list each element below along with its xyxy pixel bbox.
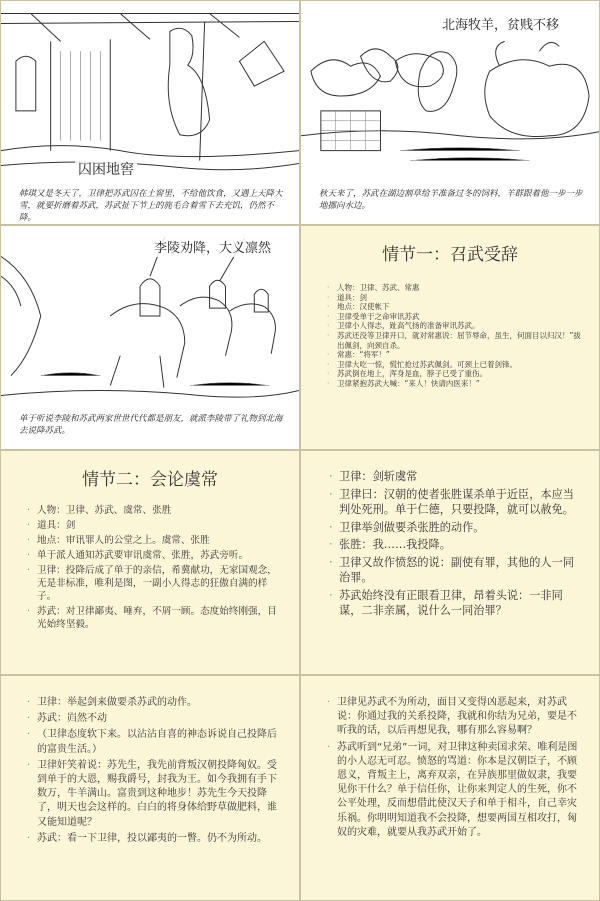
plot-list [325,283,585,389]
list-item: · 卫律受单于之命审讯苏武 [325,312,585,322]
list-item: · 苏武还没等卫律开口，就对常惠说：屈节辱命，虽生，何面目以归汉！”拔出佩剑，向颈自杀。 [325,331,585,350]
list-item: · 卫律曰：汉朝的使者张胜谋杀单于近臣，本应当判处死刑。单于仁德，只要投降，就可以赦免。 [327,487,583,518]
list-item: · 人物：卫律、苏武、虞常、张胜 [25,504,285,517]
list-item: · 卫律大吃一惊，慌忙抢过苏武佩剑。可颈上已着剑锋。 [325,360,585,370]
slide-plot-four [0,675,300,901]
list-item: · （卫律态度软下来。以沾沾自喜的神态诉说自己投降后的富贵生活。） [25,728,285,756]
list-item: · 单于派人通知苏武要审讯虞常、张胜，苏武旁听。 [25,549,285,562]
list-item: · 卫律奸笑着说：苏先生，我先前背叛汉朝投降匈奴。受到单于的大恩，赐我爵号，封我为王。如今我拥有手下数万，牛羊满山。富贵到这种地步！苏先生今天投降了，明天也会这样的。白白的将身体给野草做肥料，谁又能知道呢？ [25,759,285,830]
illustration-panel-cellar [0,0,300,225]
slide-plot-one [300,225,600,450]
list-item: · 卫律：剑斩虞常 [327,469,583,485]
illustration-panel-shepherd [300,0,600,225]
cellar-illustration [1,1,299,186]
plot-list [325,696,585,840]
slide-title: 情节二：会论虞常 [82,470,218,490]
list-item: · 苏武始终没有正眼看卫律，昂着头说：一非同谋，二非亲属，说什么一同治罪？ [327,588,583,619]
list-item: · 地点：汉使帐下 [325,302,585,312]
list-item: · 卫律紧抱苏武大喊：“来人！快请内医来！” [325,379,585,389]
list-item: · 卫律举剑做要杀张胜的动作。 [327,520,583,536]
list-item: · 地点：审讯罪人的公堂之上。虞常、张胜 [25,534,285,547]
list-item: · 卫律见苏武不为所动，面目又变得凶恶起来，对苏武说：你通过我的关系投降，我就和你结为兄弟，要是不听我的话，以后再想见我，哪有那么容易啊？ [325,696,585,739]
list-item: · 道具：剑 [25,519,285,532]
list-item: · 常惠：“将军！” [325,350,585,360]
list-item: · 苏武：岿然不动 [25,712,285,726]
list-item: · 卫律小人得志，趾高气扬的准备审讯苏武。 [325,321,585,331]
scene-label: 北海牧羊，贫贱不移 [439,13,562,34]
plot-list [25,696,285,846]
scene-label: 囚困地窖 [75,158,137,180]
list-item: · 道具：剑 [325,293,585,303]
list-item: · 卫律：举起剑来做要杀苏武的动作。 [25,696,285,710]
list-item: · 张胜：我……我投降。 [327,537,583,553]
caption: 秋天来了，苏武在湖边割草给羊准备过冬的饲料，羊群跟着他一步一步地挪向水边。 [301,184,599,224]
slide-title: 情节一：召武受辞 [382,245,518,265]
plot-list [25,504,285,631]
illustration-panel-li-ling [0,225,300,450]
scene-label: 李陵劝降，大义凛然 [151,236,274,257]
list-item: · 人物：卫律、苏武、常惠 [325,283,585,293]
list-item: · 卫律：投降后成了单于的亲信，希冀献功，无家国观念，无是非标准，唯利是图，一副小人得志的狂傲自满的样子。 [25,564,285,603]
list-item: · 苏武听到“兄弟”一词，对卫律这种卖国求荣、唯利是图的小人忍无可忍。愤怒的骂道：你本是汉朝臣子，不顾恩义，背叛主上，离弃双亲，在异族那里做奴隶，我要见你干什么？单于信任你，让你来判定人的生死，你不公平处理，反而想借此使汉天子和单于相斗，自己幸灾乐祸。你明明知道我不会投降，想要两国互相攻打，匈奴的灾难，就要从我苏武开始了。 [325,741,585,840]
slide-plot-three [300,450,600,675]
list-item: · 苏武：看一下卫律，投以鄙夷的一瞥。仍不为所动。 [25,832,285,846]
plot-list [327,469,583,619]
caption: 韩琪又是冬天了，卫律把苏武囚在土窖里，不给他饮食，又遇上天降大雪，就要折磨着苏武，苏武扯下节上的旄毛合着雪下去充饥，仍然不降。 [1,184,299,224]
list-item: · 苏武：对卫律鄙夷、唾弃，不屑一顾。态度始终刚强，目光始终坚毅。 [25,605,285,631]
slide-plot-five [300,675,600,901]
caption: 单于听说李陵和苏武两家世世代代都是朋友，就派李陵带了礼物到北海去说降苏武。 [1,409,299,449]
list-item: · 苏武倒在地上，浑身是血，脖子已受了重伤。 [325,369,585,379]
list-item: · 卫律又故作愤怒的说：副使有罪，其他的人一同治罪。 [327,555,583,586]
slide-plot-two [0,450,300,675]
